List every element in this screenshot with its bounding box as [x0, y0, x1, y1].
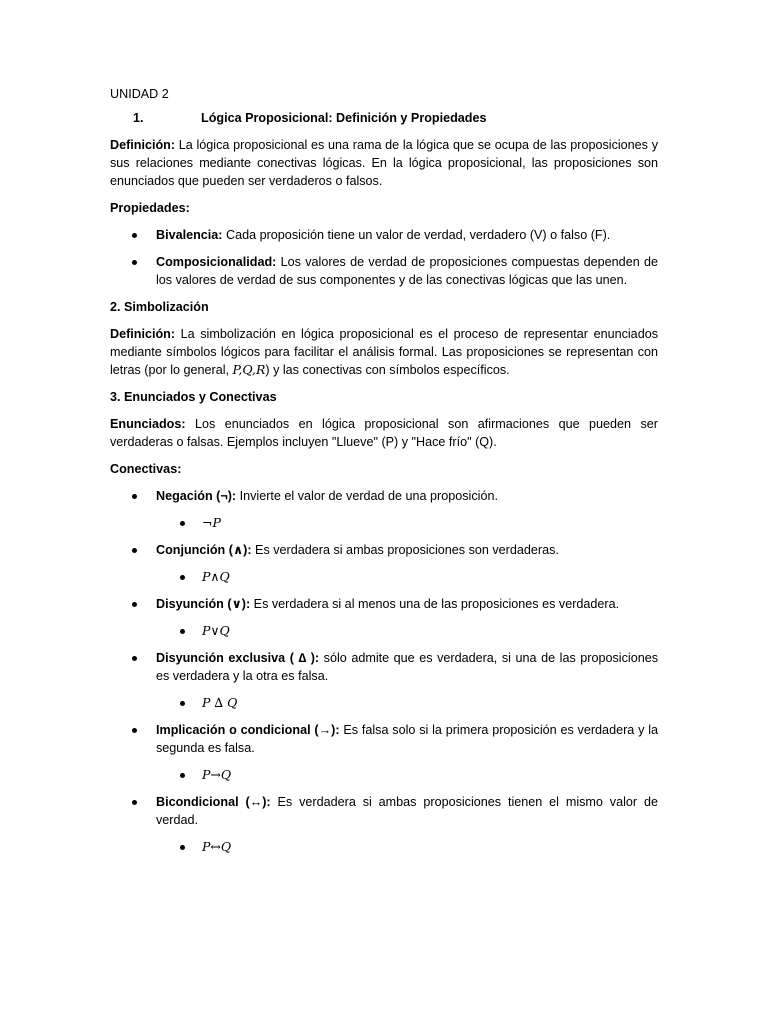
list-item-compositionality [110, 253, 658, 289]
example-item [110, 838, 658, 856]
example-item [110, 568, 658, 586]
bullet-icon [180, 845, 185, 850]
property-text: Cada proposición tiene un valor de verdad, verdadero (V) o falso (F). [222, 228, 611, 242]
connective-text: sólo admite que es verdadera, si una de las proposiciones es verdadera y la otra es falsa. [156, 651, 659, 683]
example-formula: ¬P [202, 515, 221, 530]
bullet-icon [132, 800, 137, 805]
symbolization-text-after: ) y las conectivas con símbolos específicos. [265, 363, 510, 377]
unit-title: UNIDAD 2 [110, 87, 169, 101]
statements-label: Enunciados: [110, 417, 186, 431]
list-item-disjunction [110, 595, 658, 640]
property-text: Los valores de verdad de proposiciones compuestas dependen de los valores de verdad de sus componentes y de las conectivas lógicas que las unen. [156, 255, 658, 287]
bullet-icon [132, 656, 137, 661]
bullet-icon [180, 773, 185, 778]
list-item-negation [110, 487, 658, 532]
properties-heading: Propiedades: [110, 201, 190, 215]
example-formula: P↔Q [202, 839, 232, 854]
list-item-exclusive-disjunction [110, 649, 658, 712]
property-label: Bivalencia: [156, 228, 223, 242]
bullet-icon [132, 728, 137, 733]
example-item [110, 694, 658, 712]
example-formula: P∧Q [202, 569, 230, 584]
example-item [110, 514, 658, 532]
example-item [110, 766, 658, 784]
connective-label: Disyunción (∨): [156, 597, 251, 611]
example-item [110, 622, 658, 640]
section-3-title: 3. Enunciados y Conectivas [110, 390, 277, 404]
proposition-letters: P,Q,R [232, 362, 266, 377]
bullet-icon [132, 548, 137, 553]
connective-label: Implicación o condicional (→): [156, 723, 340, 737]
document-body [110, 85, 658, 865]
bullet-icon [132, 233, 137, 238]
symbolization-paragraph [110, 325, 658, 379]
connectives-list [110, 487, 658, 856]
section-1-title [110, 109, 658, 127]
connective-text: Invierte el valor de verdad de una proposición. [236, 489, 498, 503]
definition-text: La lógica proposicional es una rama de la lógica que se ocupa de las proposiciones y sus relaciones mediante conectivas lógicas. En la lógica proposicional, las proposiciones son enunciados que pueden ser verdaderos o falsos. [110, 138, 658, 188]
symbolization-text-before: La simbolización en lógica proposicional es el proceso de representar enunciados mediante símbolos lógicos para facilitar el análisis formal. Las proposiciones se representan con letras (por lo general, [110, 327, 658, 377]
connective-label: Bicondicional (↔): [156, 795, 271, 809]
connective-label: Negación (¬): [156, 489, 237, 503]
example-formula: P∨Q [202, 623, 230, 638]
section-2-title: 2. Simbolización [110, 300, 209, 314]
bullet-icon [132, 494, 137, 499]
bullet-icon [132, 260, 137, 265]
symbolization-label: Definición: [110, 327, 176, 341]
connective-text: Es verdadera si al menos una de las proposiciones es verdadera. [250, 597, 620, 611]
bullet-icon [180, 575, 185, 580]
property-label: Composicionalidad: [156, 255, 277, 269]
connective-text: Es falsa solo si la primera proposición es verdadera y la segunda es falsa. [156, 723, 658, 755]
statements-paragraph [110, 415, 658, 451]
list-item-conjunction [110, 541, 658, 586]
bullet-icon [180, 701, 185, 706]
connectives-heading: Conectivas: [110, 462, 182, 476]
section-1-number: 1. [133, 111, 144, 125]
list-item-bivalence [110, 226, 658, 244]
definition-label: Definición: [110, 138, 176, 152]
section-1-title-text: Lógica Proposicional: Definición y Propiedades [201, 111, 487, 125]
connective-text: Es verdadera si ambas proposiciones son verdaderas. [251, 543, 559, 557]
bullet-icon [180, 521, 185, 526]
connective-label: Conjunción (∧): [156, 543, 252, 557]
list-item-biconditional [110, 793, 658, 856]
definition-paragraph [110, 136, 658, 190]
bullet-icon [180, 629, 185, 634]
example-formula: P→Q [202, 767, 232, 782]
example-formula: P ∆ Q [202, 695, 238, 710]
list-item-implication [110, 721, 658, 784]
properties-list [110, 226, 658, 289]
connective-label: Disyunción exclusiva ( ∆ ): [156, 651, 320, 665]
statements-text: Los enunciados en lógica proposicional son afirmaciones que pueden ser verdaderas o falsas. Ejemplos incluyen "Llueve" (P) y "Hace frío" (Q). [110, 417, 658, 449]
bullet-icon [132, 602, 137, 607]
connective-text: Es verdadera si ambas proposiciones tienen el mismo valor de verdad. [156, 795, 659, 827]
